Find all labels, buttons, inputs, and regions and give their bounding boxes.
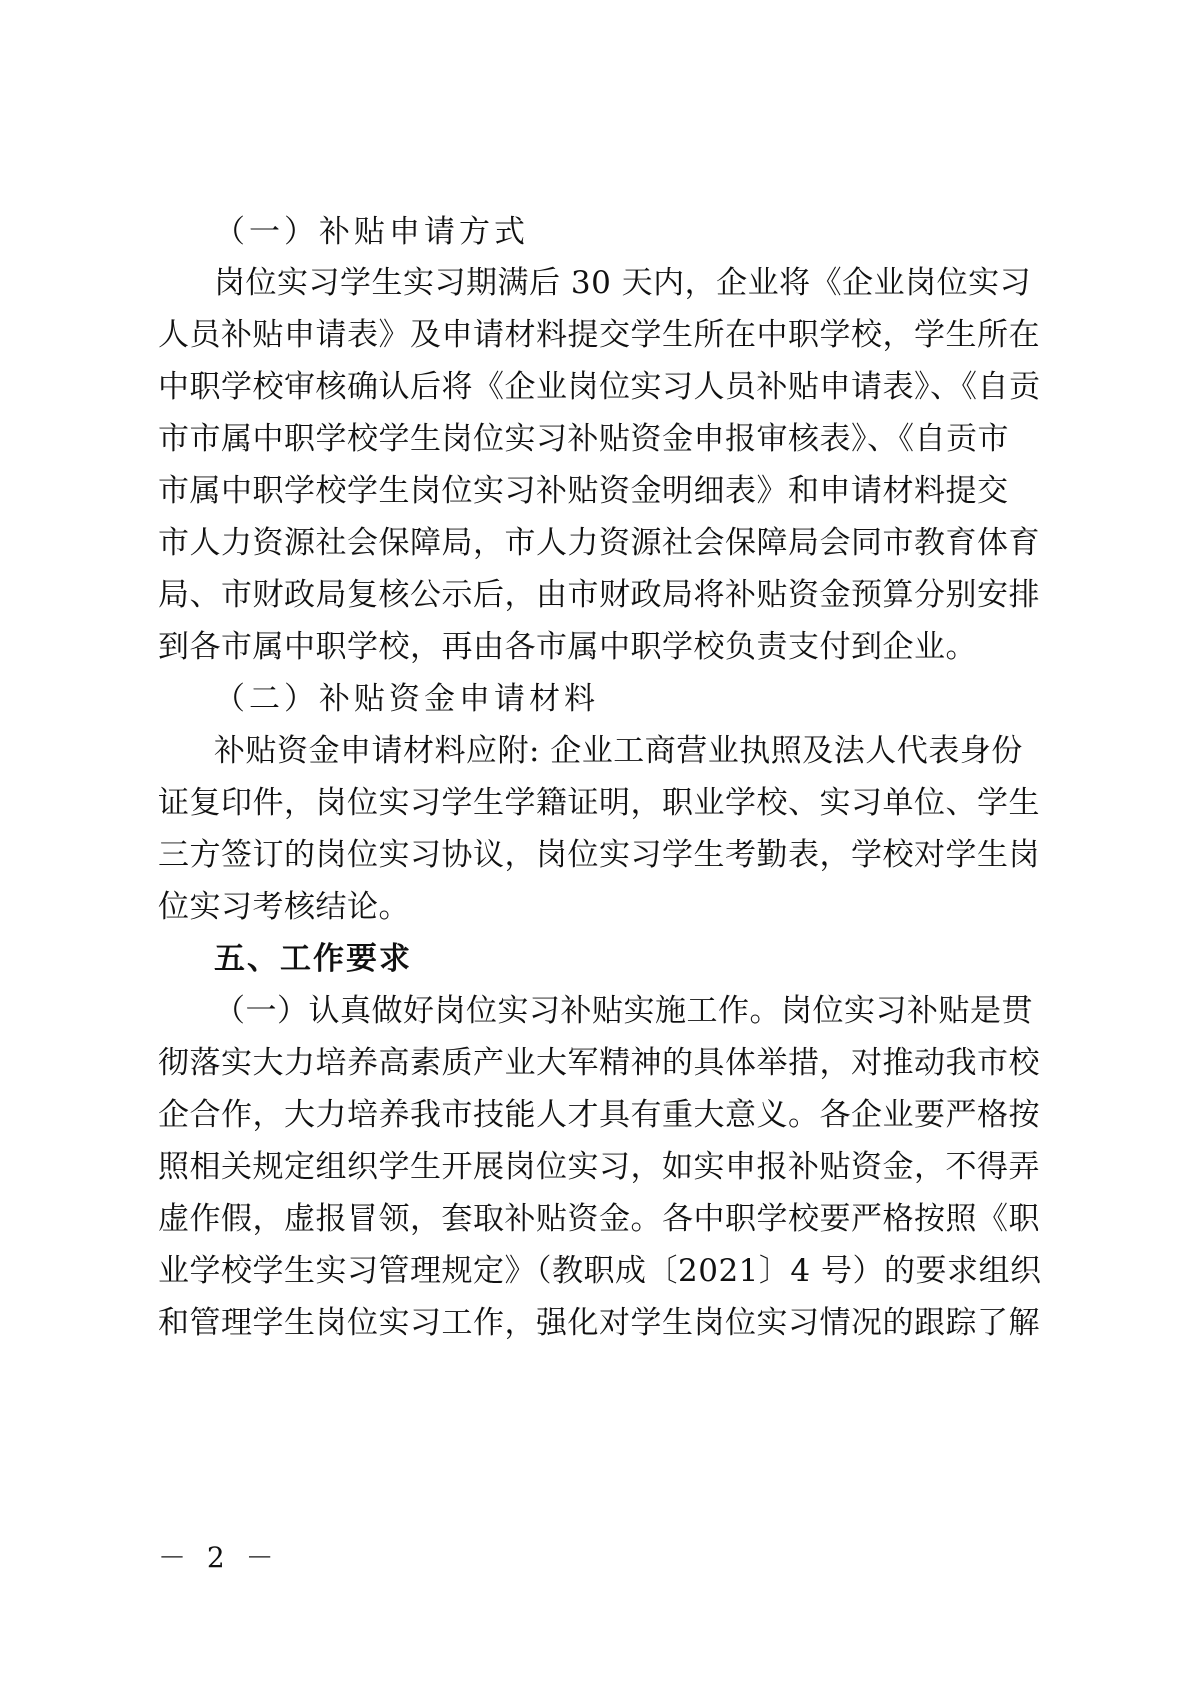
- paragraph-line: 补贴资金申请材料应附: 企业工商营业执照及法人代表身份: [214, 733, 1023, 769]
- subsection-heading-2: （二）补贴资金申请材料: [214, 681, 599, 717]
- paragraph-line: 和管理学生岗位实习工作，强化对学生岗位实习情况的跟踪了解: [158, 1305, 1040, 1341]
- paragraph-line: 市属中职学校学生岗位实习补贴资金明细表》和申请材料提交: [158, 473, 1009, 509]
- paragraph-line: 彻落实大力培养高素质产业大军精神的具体举措，对推动我市校: [158, 1045, 1040, 1081]
- paragraph-line: 照相关规定组织学生开展岗位实习，如实申报补贴资金，不得弄: [158, 1149, 1040, 1185]
- paragraph-line: 三方签订的岗位实习协议，岗位实习学生考勤表，学校对学生岗: [158, 837, 1040, 873]
- section-heading-5: 五、工作要求: [214, 941, 412, 977]
- paragraph-line: 企合作，大力培养我市技能人才具有重大意义。各企业要严格按: [158, 1097, 1040, 1133]
- paragraph-line: 市人力资源社会保障局，市人力资源社会保障局会同市教育体育: [158, 525, 1040, 561]
- subsection-heading-1: （一）补贴申请方式: [214, 214, 529, 250]
- paragraph-line: 到各市属中职学校，再由各市属中职学校负责支付到企业。: [158, 629, 977, 665]
- page-number: － 2 －: [158, 1541, 280, 1574]
- paragraph-line: 虚作假，虚报冒领，套取补贴资金。各中职学校要严格按照《职: [158, 1201, 1040, 1237]
- paragraph-line: 业学校学生实习管理规定》（教职成〔2021〕4 号）的要求组织: [158, 1253, 1042, 1289]
- paragraph-line: 中职学校审核确认后将《企业岗位实习人员补贴申请表》、《自贡: [158, 369, 1041, 405]
- paragraph-line: 市市属中职学校学生岗位实习补贴资金申报审核表》、《自贡市: [158, 421, 1009, 457]
- paragraph-line: 岗位实习学生实习期满后 30 天内，企业将《企业岗位实习: [214, 265, 1032, 301]
- paragraph-line: （一）认真做好岗位实习补贴实施工作。岗位实习补贴是贯: [214, 993, 1033, 1029]
- paragraph-line: 位实习考核结论。: [158, 889, 410, 925]
- paragraph-line: 人员补贴申请表》及申请材料提交学生所在中职学校，学生所在: [158, 317, 1040, 353]
- paragraph-line: 局、市财政局复核公示后，由市财政局将补贴资金预算分别安排: [158, 577, 1040, 613]
- paragraph-line: 证复印件，岗位实习学生学籍证明，职业学校、实习单位、学生: [158, 785, 1040, 821]
